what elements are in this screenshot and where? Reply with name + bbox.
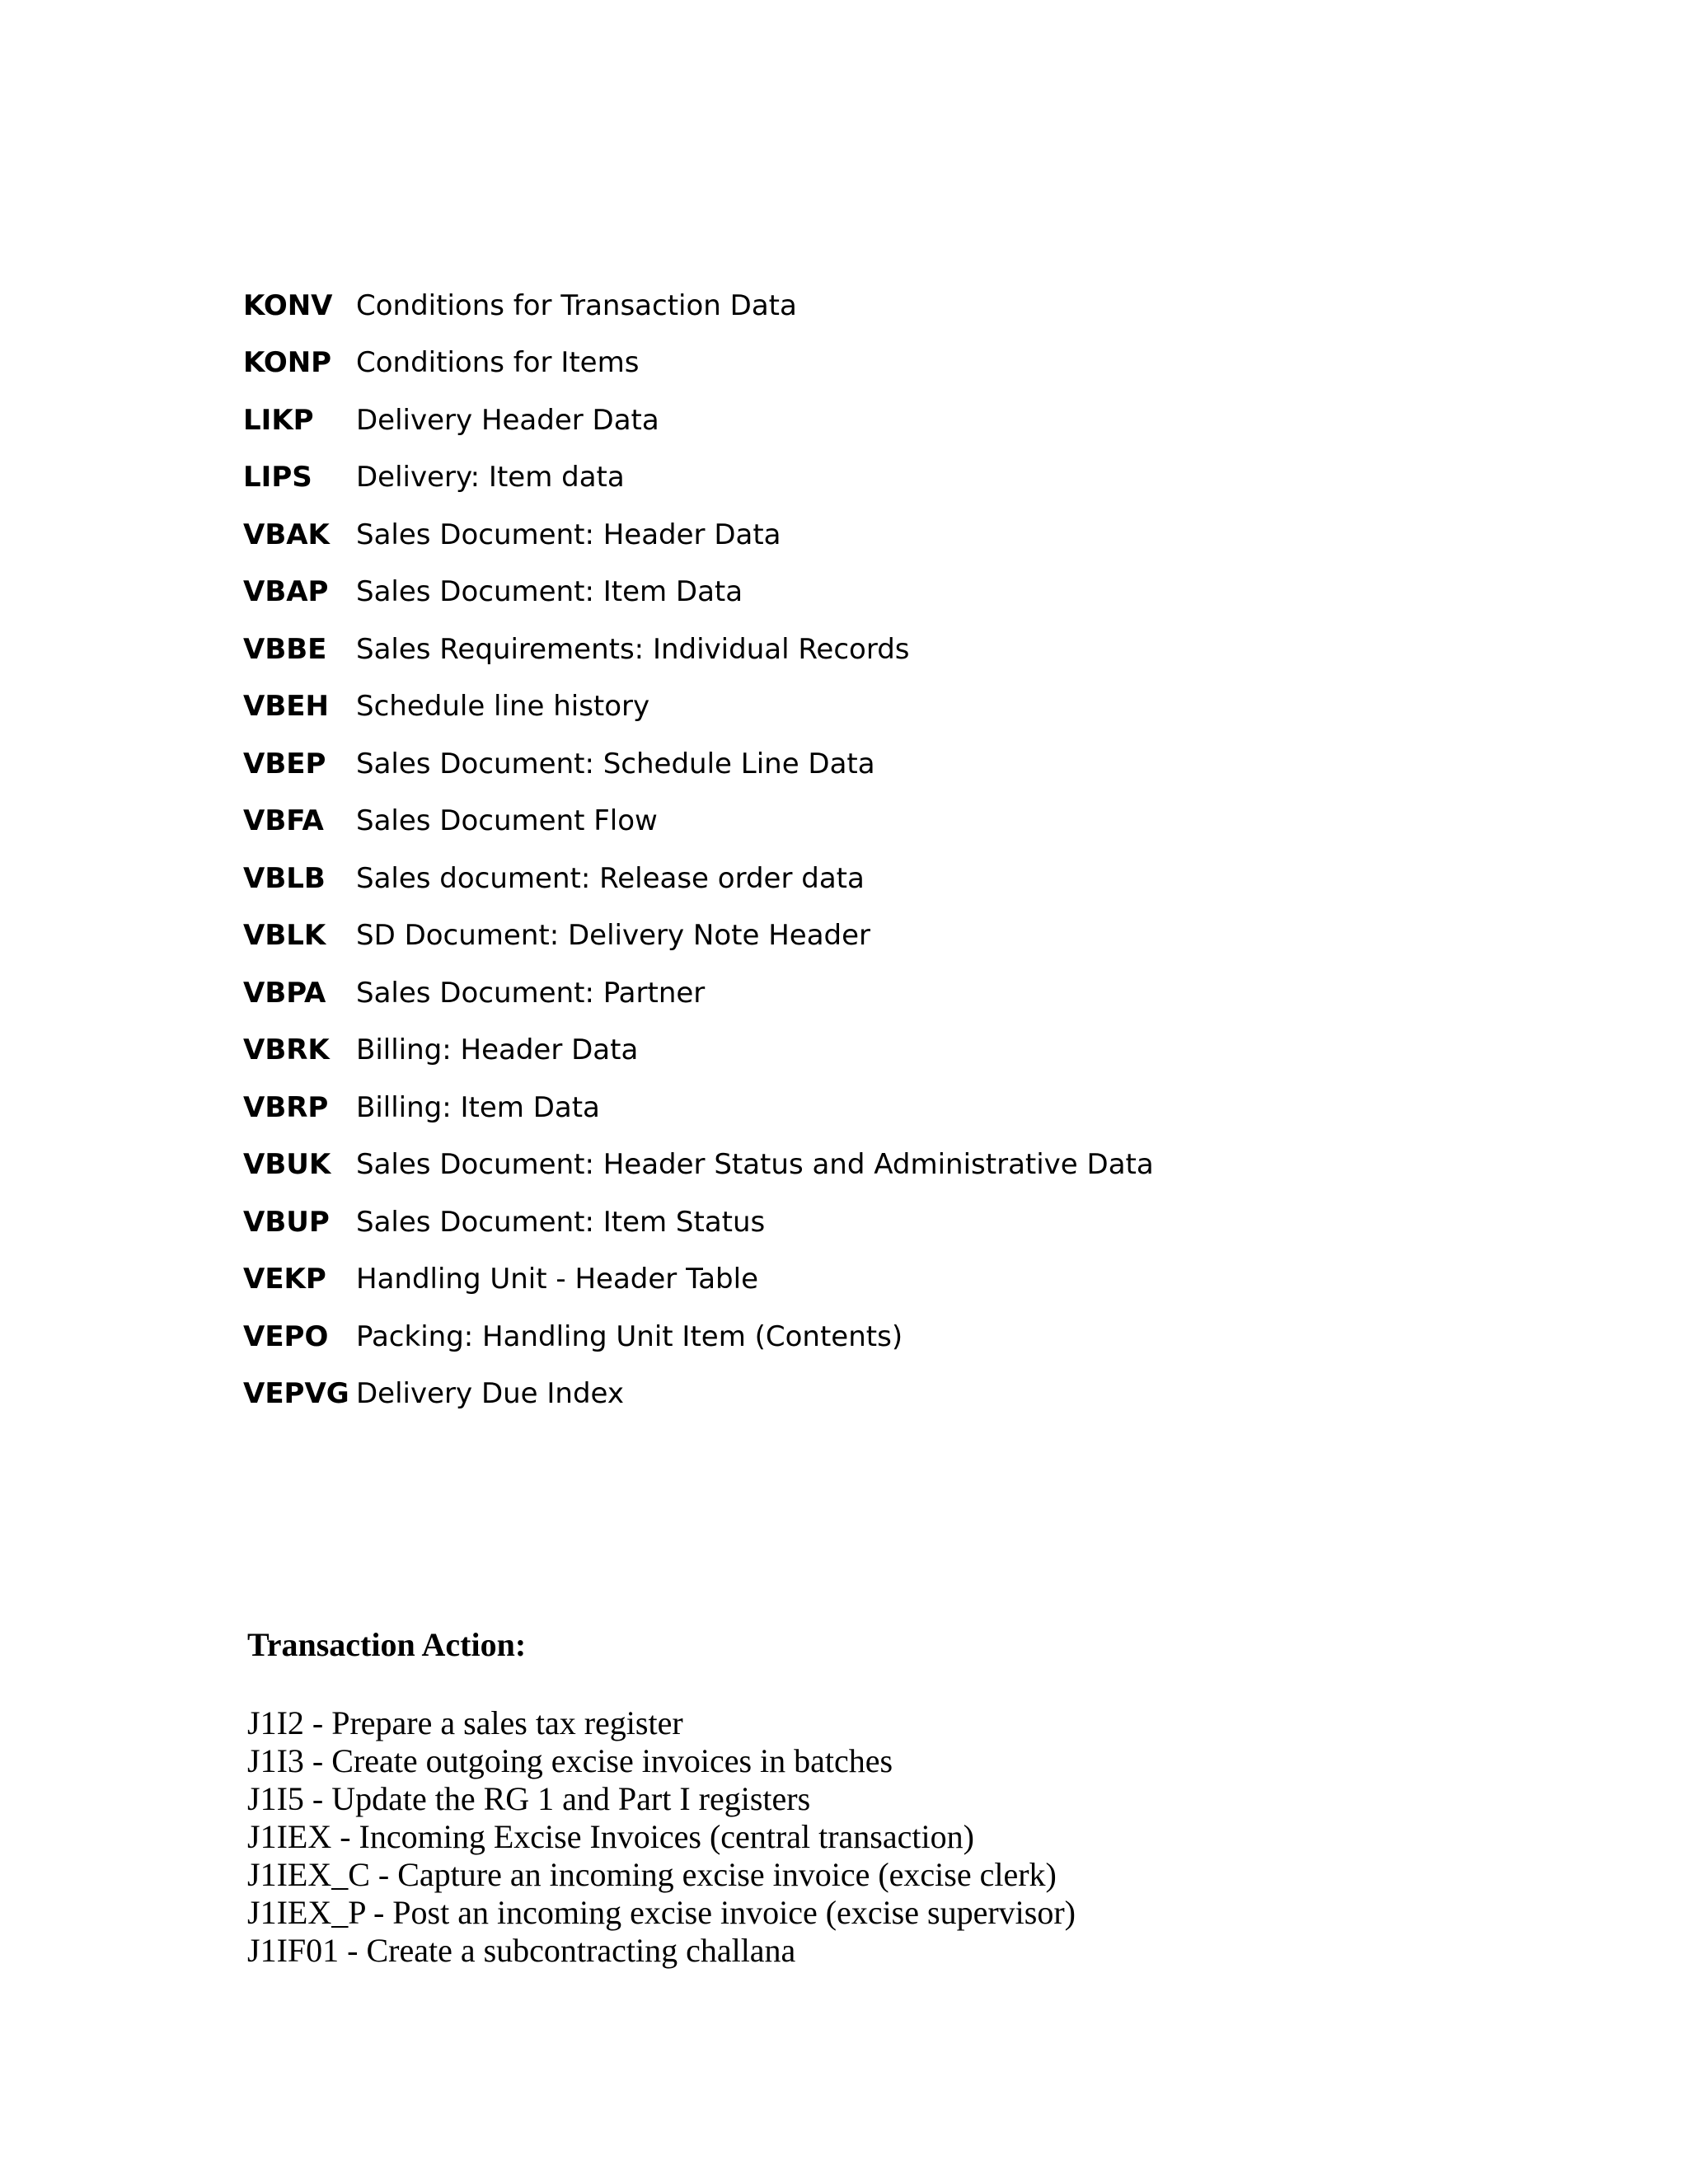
table-code: VEPVG [243, 1377, 349, 1411]
table-code: KONP [243, 346, 332, 380]
table-row [243, 506, 1315, 564]
table-code: VBFA [243, 804, 324, 838]
table-row [243, 1251, 1315, 1309]
list-item: J1IEX_P - Post an incoming excise invoice (excise supervisor) [247, 1894, 1076, 1931]
table-row [243, 449, 1315, 507]
table-list [243, 277, 1315, 1422]
table-description: Sales document: Release order data [356, 861, 865, 895]
list-item: J1I2 - Prepare a sales tax register [247, 1704, 683, 1741]
table-row [243, 850, 1315, 907]
table-description: Packing: Handling Unit Item (Contents) [356, 1319, 903, 1353]
transaction-list [247, 1704, 1076, 1970]
table-code: VBUK [243, 1148, 331, 1182]
table-code: VBEP [243, 747, 326, 780]
table-row [243, 621, 1315, 678]
table-description: Handling Unit - Header Table [356, 1263, 758, 1296]
table-description: Sales Document Flow [356, 804, 658, 838]
table-description: Billing: Header Data [356, 1033, 639, 1067]
table-row [243, 277, 1315, 335]
table-description: Sales Document: Partner [356, 976, 706, 1010]
table-code: VBRK [243, 1033, 330, 1067]
section-heading: Transaction Action: [247, 1626, 527, 1663]
table-description: Delivery Header Data [356, 403, 659, 437]
table-description: Schedule line history [356, 690, 650, 724]
table-description: Sales Document: Header Status and Administrative Data [356, 1148, 1154, 1182]
list-item: J1I5 - Update the RG 1 and Part I registers [247, 1780, 811, 1817]
table-code: VBLB [243, 861, 326, 895]
table-code: VEPO [243, 1319, 329, 1353]
table-description: Billing: Item Data [356, 1090, 600, 1124]
table-row [243, 793, 1315, 851]
table-row [243, 335, 1315, 392]
table-code: VBAK [243, 518, 330, 551]
table-row [243, 678, 1315, 736]
table-code: LIPS [243, 461, 312, 494]
table-row [243, 907, 1315, 965]
table-description: Conditions for Items [356, 346, 640, 380]
table-code: VBUP [243, 1205, 330, 1239]
table-description: Delivery Due Index [356, 1377, 624, 1411]
table-description: Sales Document: Header Data [356, 518, 781, 551]
table-code: LIKP [243, 403, 314, 437]
table-description: Sales Requirements: Individual Records [356, 632, 910, 666]
table-description: Delivery: Item data [356, 461, 625, 494]
list-item: J1IEX - Incoming Excise Invoices (central transaction) [247, 1818, 974, 1855]
table-row [243, 564, 1315, 621]
table-code: KONV [243, 288, 333, 322]
table-code: VEKP [243, 1263, 326, 1296]
table-code: VBLK [243, 919, 326, 953]
table-description: Sales Document: Item Data [356, 575, 743, 609]
table-code: VBPA [243, 976, 326, 1010]
table-code: VBAP [243, 575, 329, 609]
table-description: Conditions for Transaction Data [356, 288, 797, 322]
list-item: J1IEX_C - Capture an incoming excise invoice (excise clerk) [247, 1856, 1057, 1893]
table-code: VBRP [243, 1090, 329, 1124]
table-row [243, 735, 1315, 793]
table-row [243, 1366, 1315, 1423]
list-item: J1I3 - Create outgoing excise invoices in batches [247, 1742, 893, 1779]
table-description: Sales Document: Schedule Line Data [356, 747, 875, 780]
table-code: VBBE [243, 632, 327, 666]
table-row [243, 391, 1315, 449]
table-row [243, 1137, 1315, 1194]
list-item: J1IF01 - Create a subcontracting challana [247, 1932, 796, 1969]
table-description: SD Document: Delivery Note Header [356, 919, 871, 953]
table-row [243, 1022, 1315, 1080]
table-row [243, 964, 1315, 1022]
table-description: Sales Document: Item Status [356, 1205, 766, 1239]
table-row [243, 1308, 1315, 1366]
table-code: VBEH [243, 690, 329, 724]
table-row [243, 1079, 1315, 1137]
table-row [243, 1193, 1315, 1251]
